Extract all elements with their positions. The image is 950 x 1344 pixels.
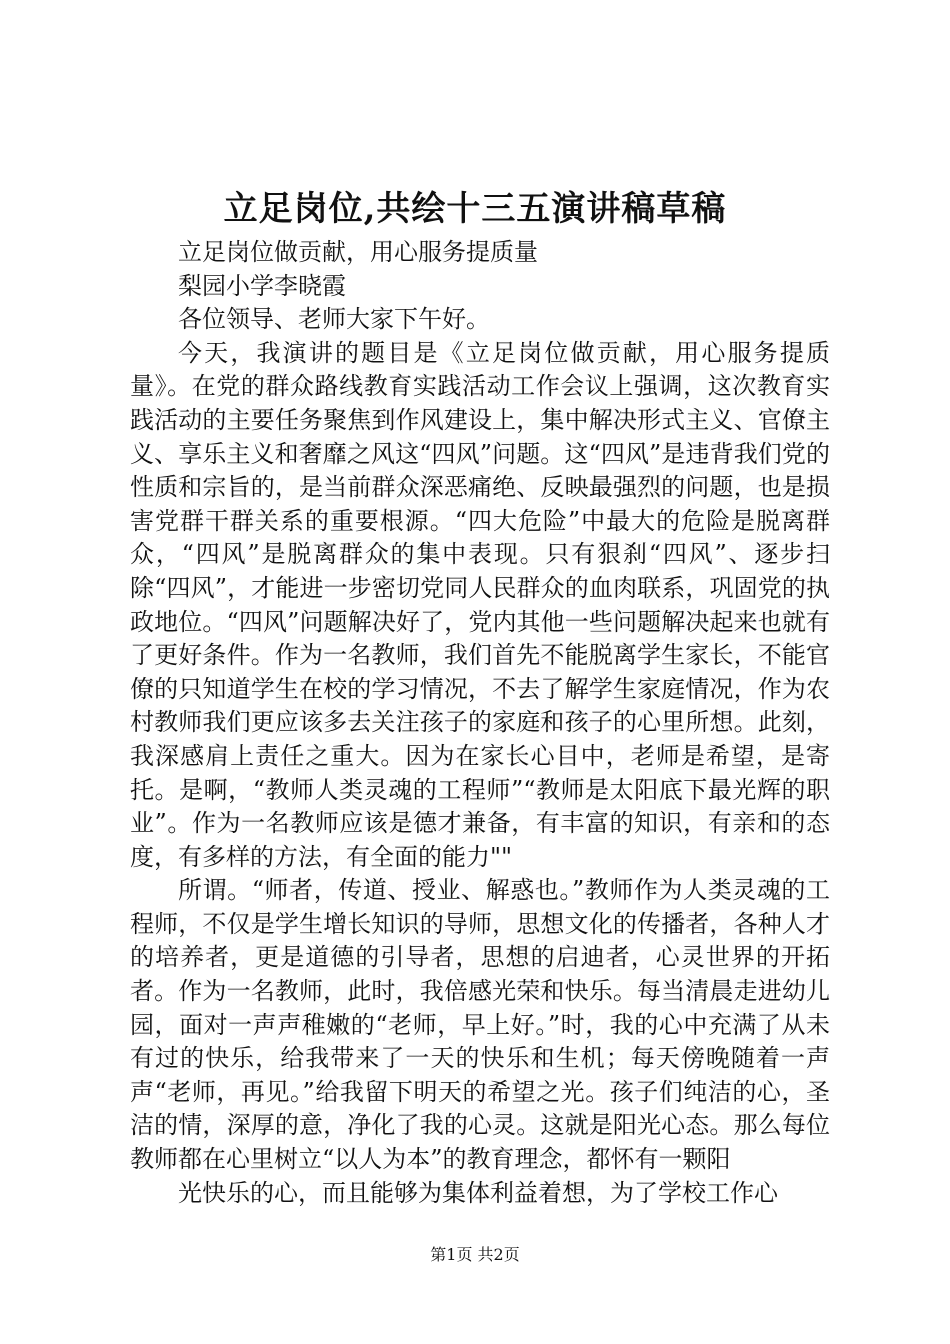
body-paragraph: 光快乐的心，而且能够为集体利益着想，为了学校工作心 bbox=[178, 1178, 778, 1207]
greeting-paragraph: 各位领导、老师大家下午好。 bbox=[178, 305, 490, 334]
page-footer: 第1页 共2页 bbox=[430, 1245, 520, 1264]
document-body bbox=[130, 236, 830, 1210]
speech-heading: 立足岗位做贡献，用心服务提质量 bbox=[178, 238, 538, 266]
document-title: 立足岗位,共绘十三五演讲稿草稿 bbox=[223, 189, 727, 229]
body-paragraph: 所谓。“师者，传道、授业、解惑也。”教师作为人类灵魂的工程师，不仅是学生增长知识的导师，思想文化的传播者，各种人才的培养者，更是道德的引导者，思想的启迪者，心灵世界的开拓者。作为一名教师，此时，我倍感光荣和快乐。每当清晨走进幼儿园，面对一声声稚嫩的“老师，早上好。”时，我的心中充满了从未有过的快乐，给我带来了一天的快乐和生机；每天傍晚随着一声声“老师，再见。”给我留下明天的希望之光。孩子们纯洁的心，圣洁的情，深厚的意，净化了我的心灵。这就是阳光心态。那么每位教师都在心里树立“以人为本”的教育理念，都怀有一颗阳 bbox=[130, 876, 830, 1174]
speaker-line: 梨园小学李晓霞 bbox=[178, 271, 346, 300]
body-paragraph: 今天，我演讲的题目是《立足岗位做贡献，用心服务提质量》。在党的群众路线教育实践活动工作会议上强调，这次教育实践活动的主要任务聚焦到作风建设上，集中解决形式主义、官僚主义、享乐主义和奢靡之风这“四风”问题。这“四风”是违背我们党的性质和宗旨的，是当前群众深恶痛绝、反映最强烈的问题，也是损害党群干群关系的重要根源。“四大危险”中最大的危险是脱离群众，“四风”是脱离群众的集中表现。只有狠刹“四风”、逐步扫除“四风”，才能进一步密切党同人民群众的血肉联系，巩固党的执政地位。“四风”问题解决好了，党内其他一些问题解决起来也就有了更好条件。作为一名教师，我们首先不能脱离学生家长，不能官僚的只知道学生在校的学习情况，不去了解学生家庭情况，作为农村教师我们更应该多去关注孩子的家庭和孩子的心里所想。此刻，我深感肩上责任之重大。因为在家长心目中，老师是希望，是寄托。是啊，“教师人类灵魂的工程师”“教师是太阳底下最光辉的职业”。作为一名教师应该是德才兼备，有丰富的知识，有亲和的态度，有多样的方法，有全面的能力"" bbox=[130, 338, 830, 871]
